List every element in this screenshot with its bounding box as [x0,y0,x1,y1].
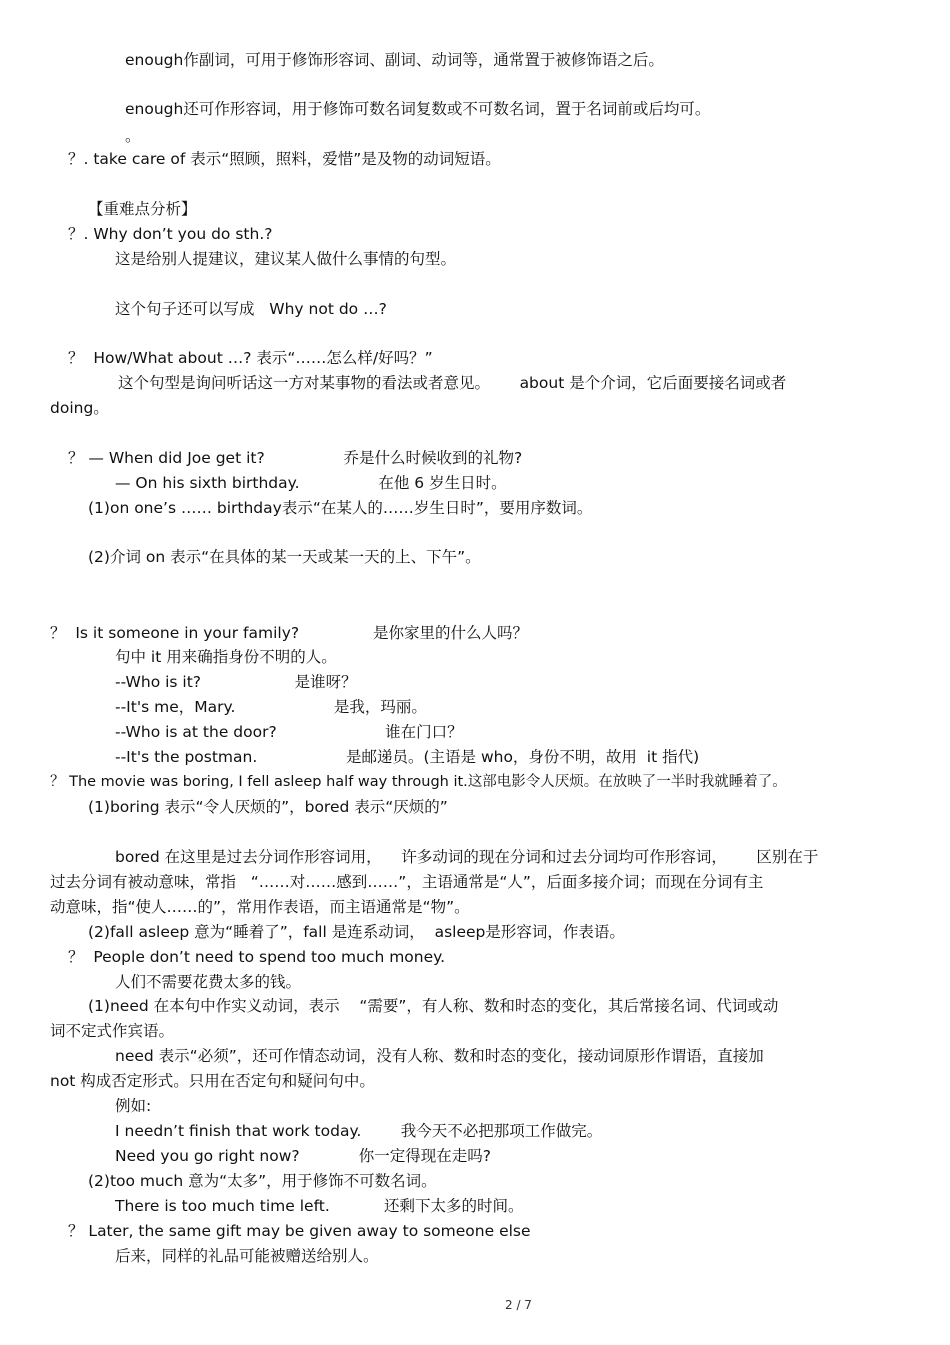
text-line: doing。 [50,399,109,417]
text-line: Need you go right now? 你一定得现在走吗? [115,1147,491,1165]
text-line: (2)fall asleep 意为“睡着了”，fall 是连系动词， asleep是形容词，作表语。 [88,923,625,941]
text-line: (1)need 在本句中作实义动词，表示 “需要”，有人称、数和时态的变化，其后常接名词、代词或动 [88,997,779,1015]
text-line: ？ People don’t need to spend too much money. [68,948,446,966]
text-line: I needn’t finish that work today. 我今天不必把那项工作做完。 [115,1122,603,1140]
text-line: 句中 it 用来确指身份不明的人。 [115,648,337,666]
text-line: ？. take care of 表示“照顾，照料，爱惜”是及物的动词短语。 [68,150,501,168]
text-line: --Who is it? 是谁呀？ [115,673,357,691]
text-line: — On his sixth birthday. 在他 6 岁生日时。 [115,474,507,492]
page-number: 2 / 7 [505,1298,532,1312]
text-line: 这个句型是询问听话这一方对某事物的看法或者意见。 about 是个介词，它后面要接名词或者 [118,374,787,392]
text-line: ？ The movie was boring, I fell asleep half way through it.这部电影令人厌烦。在放映了一半时我就睡着了。 [50,774,787,790]
text-line: 过去分词有被动意味，常指 “……对……感到……”，主语通常是“人”，后面多接介词；而现在分词有主 [50,873,764,891]
text-line: bored 在这里是过去分词作形容词用， 许多动词的现在分词和过去分词均可作形容词， 区别在于 [115,848,819,866]
text-line: ？ Is it someone in your family? 是你家里的什么人吗？ [50,624,529,642]
text-line: --Who is at the door? 谁在门口？ [115,723,463,741]
text-line: 例如: [115,1097,152,1115]
text-line: 。 [125,127,141,145]
text-line: (2)介词 on 表示“在具体的某一天或某一天的上、下午”。 [88,548,481,566]
text-line: There is too much time left. 还剩下太多的时间。 [115,1197,524,1215]
text-line: 动意味，指“使人……的”，常用作表语，而主语通常是“物”。 [50,898,470,916]
text-line: need 表示“必须”，还可作情态动词，没有人称、数和时态的变化，接动词原形作谓语，直接加 [115,1047,764,1065]
text-line: enough作副词，可用于修饰形容词、副词、动词等，通常置于被修饰语之后。 [125,51,664,69]
text-line: (2)too much 意为“太多”，用于修饰不可数名词。 [88,1172,437,1190]
text-line: enough还可作形容词，用于修饰可数名词复数或不可数名词，置于名词前或后均可。 [125,100,711,118]
text-line: ？ Later, the same gift may be given away to someone else [68,1222,531,1240]
text-line: 这个句子还可以写成 Why not do …? [115,300,387,318]
text-line: ？ How/What about …? 表示“……怎么样/好吗？” [68,349,433,367]
text-line: 后来，同样的礼品可能被赠送给别人。 [115,1247,379,1265]
text-line: --It's me，Mary. 是我，玛丽。 [115,698,427,716]
text-line: 人们不需要花费太多的钱。 [115,973,302,991]
section-heading: 【重难点分析】 [88,200,197,218]
text-line: 这是给别人提建议，建议某人做什么事情的句型。 [115,250,457,268]
text-line: ？. Why don’t you do sth.? [68,225,273,243]
text-line: --It's the postman. 是邮递员。(主语是 who，身份不明，故用 it 指代) [115,748,700,766]
text-line: not 构成否定形式。只用在否定句和疑问句中。 [50,1072,375,1090]
text-line: 词不定式作宾语。 [50,1022,175,1040]
text-line: ？ — When did Joe get it? 乔是什么时候收到的礼物? [68,449,523,467]
text-line: (1)on one’s …… birthday表示“在某人的……岁生日时”，要用序数词。 [88,499,593,517]
text-line: (1)boring 表示“令人厌烦的”，bored 表示“厌烦的” [88,798,448,816]
